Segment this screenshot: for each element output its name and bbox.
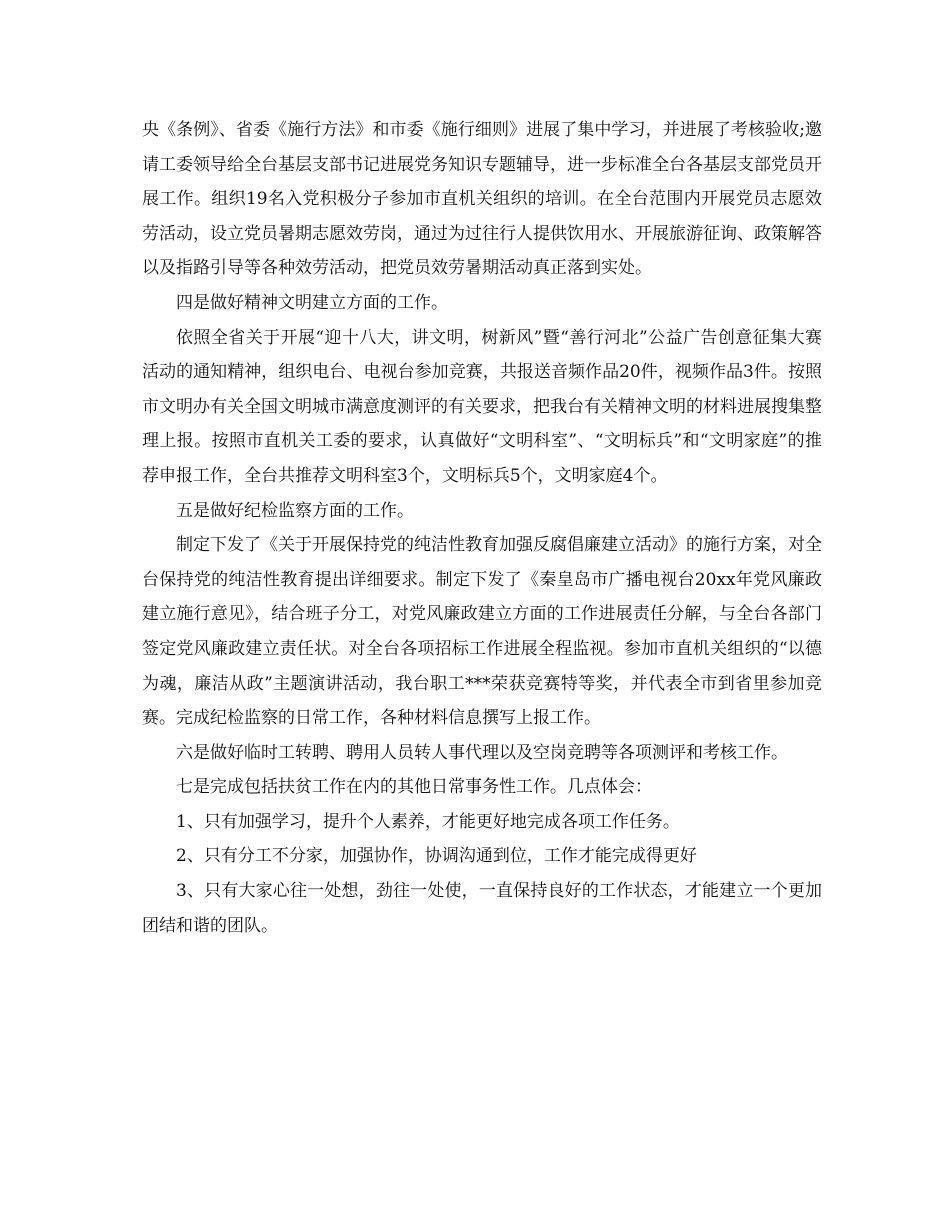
paragraph-2: 四是做好精神文明建立方面的工作。 (176, 292, 448, 313)
paragraph-8: 1、只有加强学习，提升个人素养，才能更好地完成各项工作任务。 (176, 811, 680, 832)
paragraph-1: 央《条例》、省委《施行方法》和市委《施行细则》进展了集中学习，并进展了考核验收;邀请工委领导给全台基层支部书记进展党务知识专题辅导，进一步标准全台各基层支部党员开展工作。组织19名入党积极分子参加市直机关组织的培训。在全台范围内开展党员志愿效劳活动，设立党员暑期志愿效劳岗，通过为过往行人提供饮用水、开展旅游征询、政策解答以及指路引导等各种效劳活动，把党员效劳暑期活动真正落到实处。 (142, 120, 822, 279)
paragraph-3: 依照全省关于开展“迎十八大，讲文明，树新风”暨“善行河北”公益广告创意征集大赛活动的通知精神，组织电台、电视台参加竞赛，共报送音频作品20件，视频作品3件。按照市文明办有关全国文明城市满意度测评的有关要求，把我台有关精神文明的材料进展搜集整理上报。按照市直机关工委的要求，认真做好“文明科室”、“文明标兵”和“文明家庭”的推荐申报工作，全台共推荐文明科室3个，文明标兵5个，文明家庭4个。 (142, 327, 822, 486)
paragraph-4: 五是做好纪检监察方面的工作。 (176, 500, 414, 521)
paragraph-5: 制定下发了《关于开展保持党的纯洁性教育加强反腐倡廉建立活动》的施行方案，对全台保持党的纯洁性教育提出详细要求。制定下发了《秦皇岛市广播电视台20xx年党风廉政建立施行意见》，结合班子分工，对党风廉政建立方面的工作进展责任分解，与全台各部门签定党风廉政建立责任状。对全台各项招标工作进展全程监视。参加市直机关组织的“以德为魂，廉洁从政”主题演讲活动，我台职工***荣获竞赛特等奖，并代表全市到省里参加竞赛。完成纪检监察的日常工作，各种材料信息撰写上报工作。 (142, 535, 822, 729)
paragraph-9: 2、只有分工不分家，加强协作，协调沟通到位，工作才能完成得更好 (176, 846, 697, 867)
paragraph-6: 六是做好临时工转聘、聘用人员转人事代理以及空岗竞聘等各项测评和考核工作。 (176, 742, 788, 763)
paragraph-10: 3、只有大家心往一处想，劲往一处使，一直保持良好的工作状态，才能建立一个更加团结和谐的团队。 (142, 881, 822, 936)
paragraph-7: 七是完成包括扶贫工作在内的其他日常事务性工作。几点体会： (176, 777, 652, 798)
document-body (142, 113, 822, 943)
